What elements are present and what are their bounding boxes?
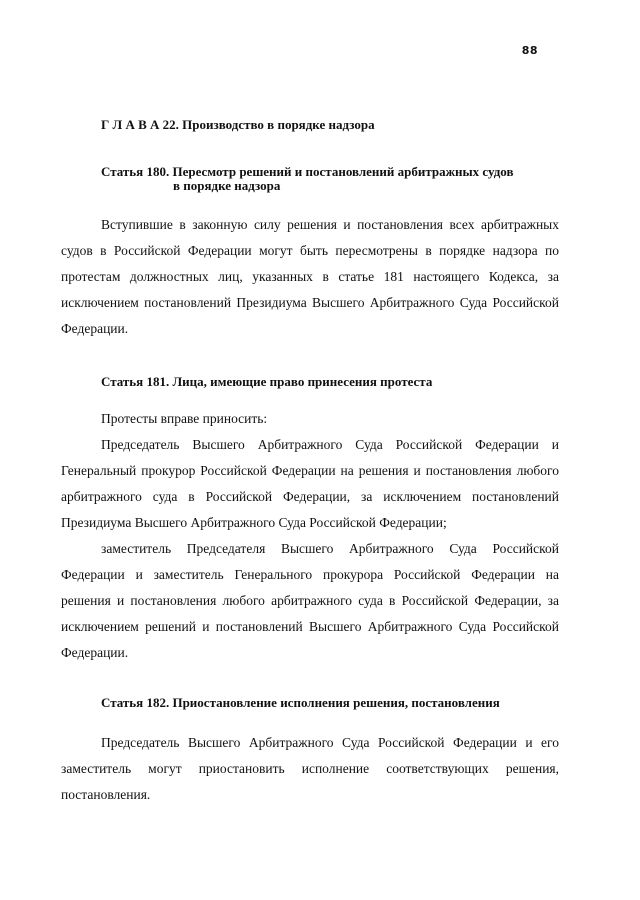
paragraph: Вступившие в законную силу решения и постановления всех арбитражных судов в Российской Федерации могут быть пересмотрены в порядке надзора по протестам должностных лиц, указанных в статье 181 настоящего Кодекса, за исключением постановлений Президиума Высшего Арбитражного Суда Российской Федерации. — [61, 217, 559, 336]
chapter-title — [101, 117, 375, 133]
paragraph: Председатель Высшего Арбитражного Суда Российской Федерации и Генеральный прокурор Российской Федерации на решения и постановления любого арбитражного суда в Российской Федерации, за исключением постановлений Президиума Высшего Арбитражного Суда Российской Федерации; — [61, 437, 559, 530]
article-heading-continuation: в порядке надзора — [173, 178, 281, 193]
article-182-heading — [101, 696, 500, 710]
article-182-body — [61, 730, 559, 808]
paragraph: заместитель Председателя Высшего Арбитражного Суда Российской Федерации и заместитель Генерального прокурора Российской Федерации на решения и постановления любого арбитражного суда в Российской Федерации, за исключением решений и постановлений Высшего Арбитражного Суда Российской Федерации. — [61, 541, 559, 660]
article-181-heading — [101, 375, 432, 389]
chapter-name: 22. Производство в порядке надзора — [162, 117, 375, 132]
chapter-label: Г Л А В А — [101, 117, 160, 132]
paragraph: Протесты вправе приносить: — [101, 411, 268, 426]
article-180-heading — [101, 165, 514, 193]
article-heading-line: Статья 181. Лица, имеющие право принесения протеста — [101, 374, 433, 389]
paragraph: Председатель Высшего Арбитражного Суда Российской Федерации и его заместитель могут приостановить исполнение соответствующих решения, постановления. — [61, 735, 559, 802]
article-heading-line: Статья 182. Приостановление исполнения решения, постановления — [101, 695, 500, 710]
article-180-body — [61, 212, 559, 342]
article-181-body — [61, 406, 559, 666]
article-heading-line: Статья 180. Пересмотр решений и постановлений арбитражных судов — [101, 164, 514, 179]
page-number: 88 — [521, 44, 538, 57]
